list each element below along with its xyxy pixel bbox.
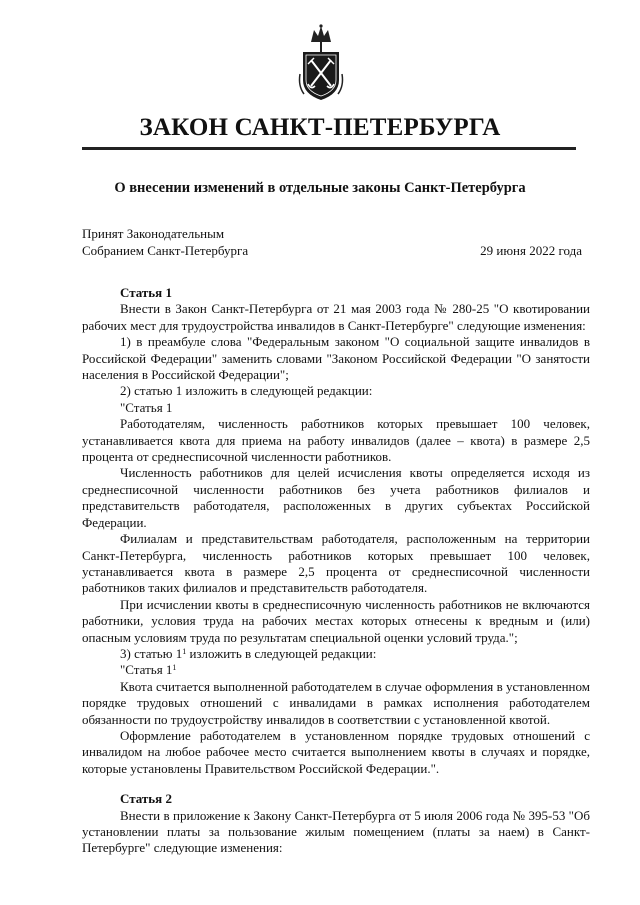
article-1-item-2: 2) статью 1 изложить в следующей редакции:	[120, 383, 373, 399]
article-1-heading: Статья 1	[120, 285, 172, 300]
quoted-article-heading: "Статья 1	[120, 399, 173, 415]
item-3-suffix: изложить в следующей редакции:	[186, 645, 377, 661]
adoption-line-2: Собранием Санкт-Петербурга	[82, 243, 249, 258]
adoption-line-1: Принят Законодательным	[82, 226, 225, 241]
quoted-article-2-heading	[82, 662, 590, 678]
quoted-paragraph-5: Квота считается выполненной работодателем в случае оформления в установленном порядке трудовых отношений с инвалидами в рамках исполнения работодателем обязанности по трудоустройству инвалидов в соответствии с установленной квотой.	[82, 678, 590, 727]
article-1-intro: Внести в Закон Санкт-Петербурга от 21 мая 2003 года № 280-25 "О квотировании рабочих мест для трудоустройства инвалидов в Санкт-Петербурге" следующие изменения:	[82, 301, 590, 333]
article-1-item-3	[82, 646, 590, 662]
quote-2-prefix: "Статья 1	[120, 662, 173, 678]
item-3-superscript: 1	[182, 646, 187, 656]
adoption-date: 29 июня 2022 года	[480, 243, 582, 258]
article-2-intro: Внести в приложение к Закону Санкт-Петербурга от 5 июля 2006 года № 395-53 "Об установлении платы за пользование жилым помещением (платы за наем) в Санкт-Петербурге" следующие изменения:	[82, 807, 590, 856]
quoted-paragraph-6: Оформление работодателем в установленном порядке трудовых отношений с инвалидом на любое рабочее место считается выполнением квоты в случаях и порядке, которые установлены Правительством Российской Федерации.".	[82, 727, 590, 776]
quoted-paragraph-1: Работодателям, численность работников которых превышает 100 человек, устанавливается квота для приема на работу инвалидов (далее – квота) в размере 2,5 процента от среднесписочной численности работников.	[82, 416, 590, 465]
quoted-paragraph-3: Филиалам и представительствам работодателя, расположенным на территории Санкт-Петербурга, численность работников которых превышает 100 человек, устанавливается квота в размере 2,5 процента от среднесписочной численности работников таких филиалов и представительств работодателя.	[82, 531, 590, 596]
law-body	[82, 285, 590, 857]
law-title: ЗАКОН САНКТ-ПЕТЕРБУРГА	[139, 114, 501, 141]
quoted-paragraph-4: При исчислении квоты в среднесписочную численность работников не включаются работники, условия труда на рабочих местах которых отнесены к вредным и (или) опасным условиям труда по результатам специальной оценки условий труда.";	[82, 596, 590, 645]
item-3-prefix: 3) статью 1	[120, 645, 183, 661]
law-subtitle: О внесении изменений в отдельные законы Санкт-Петербурга	[114, 180, 526, 196]
quote-2-superscript: 1	[172, 663, 177, 673]
adoption-block	[82, 225, 582, 259]
coat-of-arms-icon	[296, 24, 346, 104]
article-1-item-1: 1) в преамбуле слова "Федеральным законом "О социальной защите инвалидов в Российской Федерации" заменить словами "Законом Российской Федерации "О занятости населения в Российской Федерации";	[82, 334, 590, 383]
quoted-paragraph-2: Численность работников для целей исчисления квоты определяется исходя из среднесписочной численности работников без учета работников филиалов и представительств работодателя, расположенных в других субъектах Российской Федерации.	[82, 465, 590, 530]
title-underline	[82, 147, 576, 150]
article-2-heading: Статья 2	[120, 791, 172, 807]
